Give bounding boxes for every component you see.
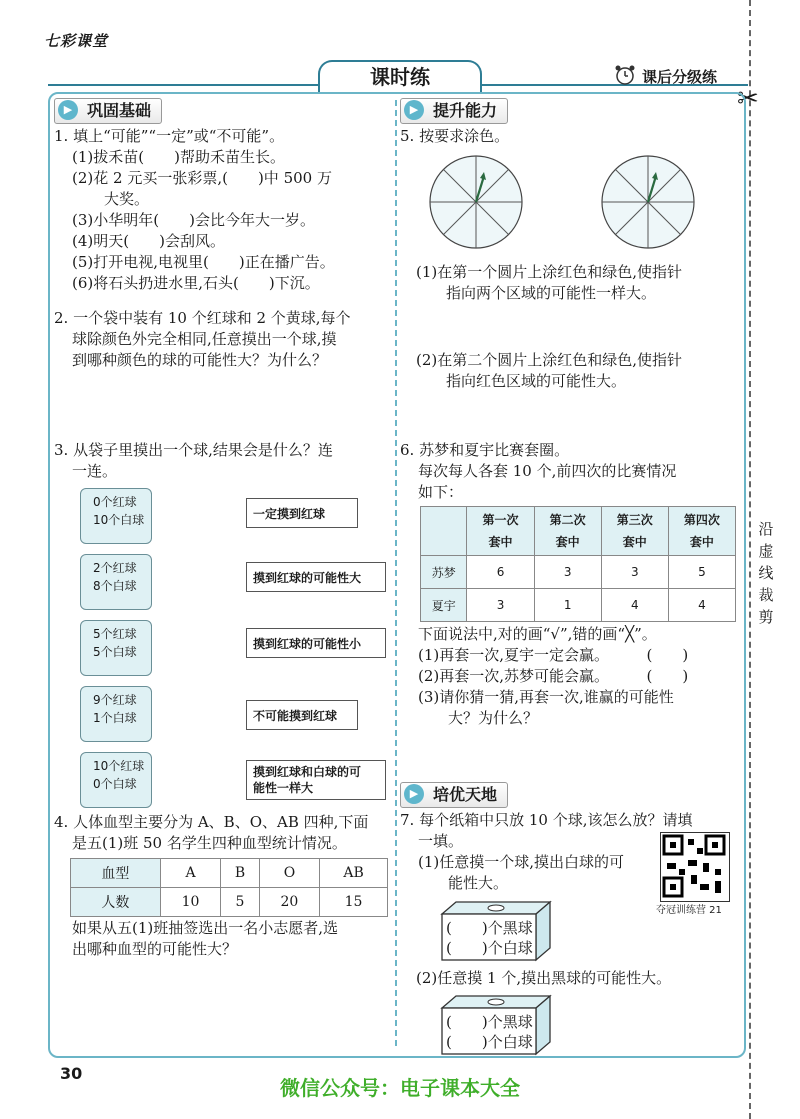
wechat-watermark: 微信公众号：电子课本大全 — [280, 1076, 520, 1100]
page-title: 课时练 — [318, 60, 482, 92]
question-5-stem: 5. 按要求涂色。 — [400, 127, 510, 145]
table-cell: AB — [320, 859, 388, 888]
box-2-black-count[interactable]: ( )个黑球 — [446, 1013, 533, 1031]
ball-bag: 5个红球 5个白球 — [80, 620, 152, 676]
cut-line — [749, 0, 751, 1119]
table-cell: 6 — [467, 556, 534, 589]
level-label: 课后分级练 — [642, 68, 718, 86]
question-7-part-2: (2)任意摸 1 个,摸出黑球的可能性大。 — [416, 969, 672, 987]
table-cell — [421, 507, 467, 556]
play-icon: ▶ — [58, 100, 78, 120]
question-5-part-2: (2)在第二个圆片上涂红色和绿色,使指针 指向红色区域的可能性大。 — [416, 351, 683, 390]
qr-code[interactable] — [660, 832, 730, 902]
table-cell: 4 — [668, 589, 735, 622]
spinner-disc-1[interactable] — [418, 152, 534, 252]
ball-bag: 10个红球 0个白球 — [80, 752, 152, 808]
table-cell: 苏梦 — [421, 556, 467, 589]
play-icon: ▶ — [404, 100, 424, 120]
question-6-statements: 下面说法中,对的画“√”,错的画“╳”。 (1)再套一次,夏宇一定会赢。 ( ) (2)再套一次,苏梦可能会赢。 ( ) (3)请你猜一猜,再套一次,谁赢的可能性 大？为什么？ — [418, 625, 689, 727]
table-cell: 夏宇 — [421, 589, 467, 622]
alarm-clock-icon — [614, 64, 636, 86]
qr-code-icon — [661, 833, 727, 899]
table-cell: 第三次 套中 — [601, 507, 668, 556]
scissors-icon: ✂ — [737, 84, 759, 114]
spinner-disc-2[interactable] — [590, 152, 706, 252]
result-card[interactable]: 摸到红球的可能性小 — [246, 628, 386, 658]
question-7: 7. 每个纸箱中只放 10 个球,该怎么放？请填 一填。 (1)任意摸一个球,摸出白球的可 能性大。 — [400, 811, 693, 892]
blood-type-table — [70, 858, 388, 917]
table-cell: 1 — [534, 589, 601, 622]
table-cell: 4 — [601, 589, 668, 622]
question-4-followup: 如果从五(1)班抽签选出一名小志愿者,选 出哪种血型的可能性大？ — [72, 919, 339, 958]
table-cell: A — [160, 859, 220, 888]
result-card[interactable]: 摸到红球和白球的可 能性一样大 — [246, 760, 386, 800]
ball-bag: 2个红球 8个白球 — [80, 554, 152, 610]
result-card[interactable]: 不可能摸到红球 — [246, 700, 358, 730]
section-header-ability: ▶ 提升能力 — [400, 98, 508, 124]
question-5-part-1: (1)在第一个圆片上涂红色和绿色,使指针 指向两个区域的可能性一样大。 — [416, 263, 683, 302]
table-cell: B — [221, 859, 260, 888]
qr-caption: 夺冠训练营 21 — [656, 905, 722, 916]
table-cell: 第一次 套中 — [467, 507, 534, 556]
section-header-basics: ▶ 巩固基础 — [54, 98, 162, 124]
ring-toss-table — [420, 506, 736, 622]
table-cell: 20 — [259, 888, 319, 917]
question-4: 4. 人体血型主要分为 A、B、O、AB 四种,下面 是五(1)班 50 名学生四种血型统计情况。 — [54, 813, 369, 852]
question-1: 1. 填上“可能”“一定”或“不可能”。 (1)拔禾苗( )帮助禾苗生长。 (2)花 2 元买一张彩票,( )中 500 万 大奖。 (3)小华明年( )会比今年大一岁。 (4)明天( )会刮风。 (5)打开电视,电视里( )正在播广告。 (6)将石头扔进水里,石头( )下沉。 — [54, 127, 335, 292]
table-cell: 15 — [320, 888, 388, 917]
table-cell: 血型 — [71, 859, 161, 888]
table-cell: 5 — [221, 888, 260, 917]
result-card[interactable]: 摸到红球的可能性大 — [246, 562, 386, 592]
table-cell: 3 — [467, 589, 534, 622]
table-cell: 第二次 套中 — [534, 507, 601, 556]
box-1-white-count[interactable]: ( )个白球 — [446, 939, 533, 957]
ball-bag: 9个红球 1个白球 — [80, 686, 152, 742]
play-icon: ▶ — [404, 784, 424, 804]
ball-bag: 0个红球 10个白球 — [80, 488, 152, 544]
question-3: 3. 从袋子里摸出一个球,结果会是什么？连 一连。 — [54, 441, 333, 480]
table-cell: 3 — [601, 556, 668, 589]
table-cell: 5 — [668, 556, 735, 589]
section-header-advanced: ▶ 培优天地 — [400, 782, 508, 808]
result-card[interactable]: 一定摸到红球 — [246, 498, 358, 528]
table-cell: 3 — [534, 556, 601, 589]
question-2: 2. 一个袋中装有 10 个红球和 2 个黄球,每个 球除颜色外完全相同,任意摸出一个球,摸 到哪种颜色的球的可能性大？为什么？ — [54, 309, 351, 369]
column-divider — [395, 100, 397, 1046]
box-2-white-count[interactable]: ( )个白球 — [446, 1033, 533, 1051]
cut-instruction: 沿 虚 线 裁 剪 — [758, 520, 774, 626]
table-cell: 10 — [160, 888, 220, 917]
table-cell: 人数 — [71, 888, 161, 917]
table-cell: 第四次 套中 — [668, 507, 735, 556]
box-1-black-count[interactable]: ( )个黑球 — [446, 919, 533, 937]
table-cell: O — [259, 859, 319, 888]
question-6: 6. 苏梦和夏宇比赛套圈。 每次每人各套 10 个,前四次的比赛情况 如下： — [400, 441, 677, 501]
brand-logo: 七彩课堂 — [44, 32, 109, 50]
page-number: 30 — [60, 1064, 83, 1083]
